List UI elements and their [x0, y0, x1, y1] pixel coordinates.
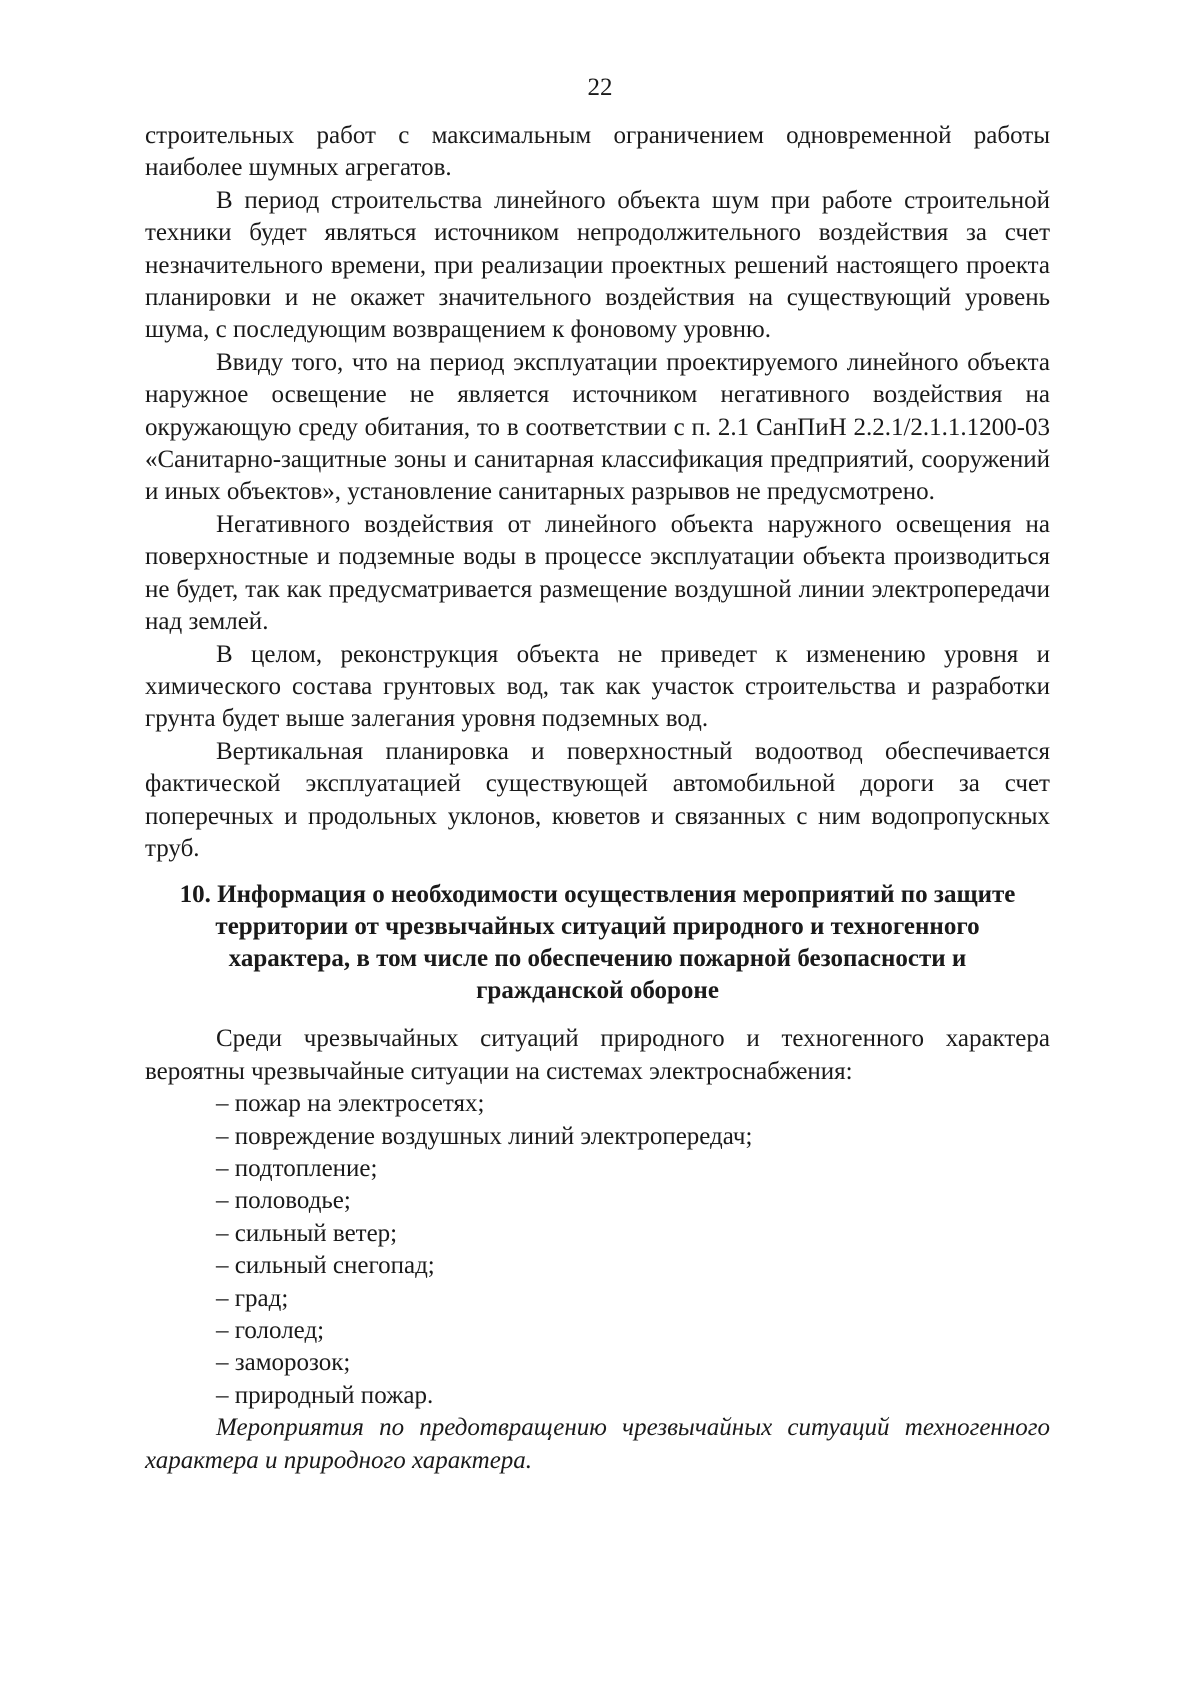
paragraph-drainage: Вертикальная планировка и поверхностный водоотвод обеспечивается фактической эксплуатацией существующей автомобильной дороги за счет поперечных и продольных уклонов, кюветов и связанных с ним водопропускных труб.	[145, 737, 1050, 862]
page-number: 22	[587, 74, 613, 101]
list-item: – половодье;	[216, 1187, 351, 1215]
document-body	[145, 120, 1050, 1477]
paragraph-construction-works: строительных работ с максимальным ограничением одновременной работы наиболее шумных агрегатов.	[145, 122, 1050, 182]
list-item: – пожар на электросетях;	[216, 1090, 485, 1118]
section-heading: 10. Информация о необходимости осуществления мероприятий по защите территории от чрезвычайных ситуаций природного и техногенного характера, в том числе по обеспечению пожарной безопасности и гражданской обороне	[179, 881, 1016, 1005]
list-item: – заморозок;	[216, 1349, 351, 1377]
list-item: – град;	[216, 1284, 289, 1312]
list-item: – сильный ветер;	[216, 1219, 398, 1247]
paragraph-emergency-intro: Среди чрезвычайных ситуаций природного и техногенного характера вероятны чрезвычайные ситуации на системах электроснабжения:	[145, 1025, 1050, 1085]
list-item: – сильный снегопад;	[216, 1252, 435, 1280]
paragraph-outdoor-lighting: Ввиду того, что на период эксплуатации проектируемого линейного объекта наружное освещение не является источником негативного воздействия на окружающую среду обитания, то в соответствии с п. 2.1 СанПиН 2.2.1/2.1.1.1200-03 «Санитарно-защитные зоны и санитарная классификация предприятий, сооружений и иных объектов», установление санитарных разрывов не предусмотрено.	[145, 348, 1050, 506]
emergency-list	[145, 1088, 1050, 1412]
list-item: – природный пожар.	[216, 1381, 434, 1409]
paragraph-prevention-measures: Мероприятия по предотвращению чрезвычайных ситуаций техногенного характера и природного характера.	[145, 1414, 1050, 1474]
list-item: – подтопление;	[216, 1154, 378, 1182]
paragraph-water-impact: Негативного воздействия от линейного объекта наружного освещения на поверхностные и подземные воды в процессе эксплуатации объекта производиться не будет, так как предусматривается размещение воздушной линии электропередачи над землей.	[145, 510, 1050, 636]
paragraph-groundwater: В целом, реконструкция объекта не приведет к изменению уровня и химического состава грунтовых вод, так как участок строительства и разработки грунта будет выше залегания уровня подземных вод.	[145, 640, 1050, 733]
list-item: – гололед;	[216, 1317, 325, 1344]
list-item: – повреждение воздушных линий электропередач;	[216, 1122, 753, 1150]
paragraph-construction-noise: В период строительства линейного объекта шум при работе строительной техники будет являться источником непродолжительного воздействия за счет незначительного времени, при реализации проектных решений настоящего проекта планировки и не окажет значительного воздействия на существующий уровень шума, с последующим возвращением к фоновому уровню.	[145, 186, 1050, 344]
